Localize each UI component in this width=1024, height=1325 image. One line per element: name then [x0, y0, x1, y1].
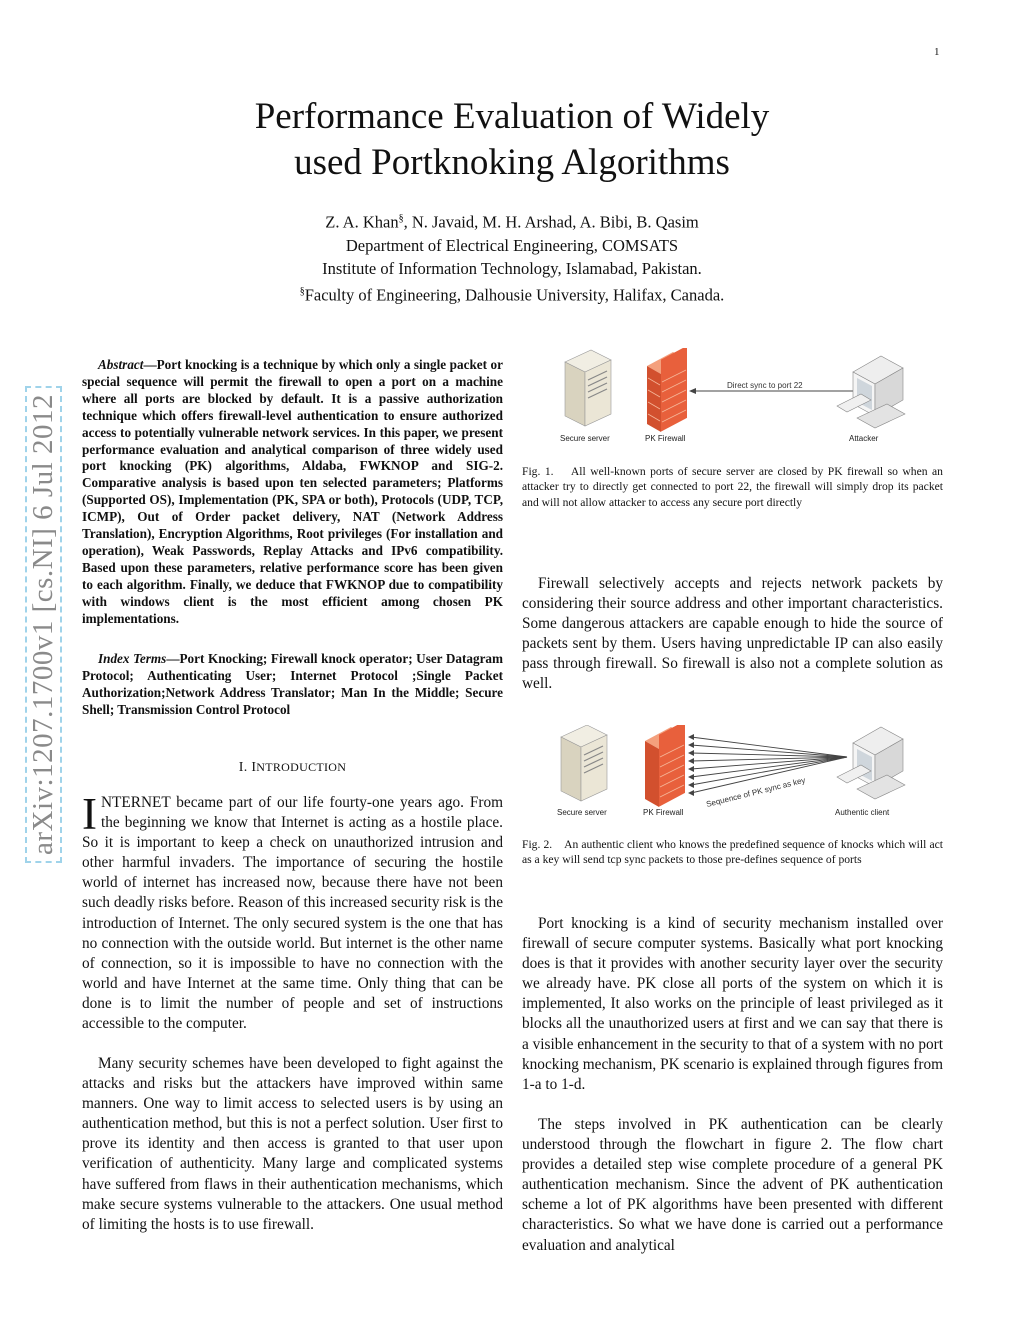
firewall-icon	[647, 348, 687, 432]
server-label: Secure server	[560, 434, 610, 443]
figure-2-diagram	[555, 725, 945, 825]
computer-icon	[837, 727, 905, 799]
author-names: Z. A. Khan§, N. Javaid, M. H. Arshad, A. Bibi, B. Qasim	[325, 212, 699, 232]
page-number: 1	[934, 46, 940, 58]
port-knocking-paragraph-1: Port knocking is a kind of security mechanism installed over firewall of secure computer systems. Basically what port knocking does is that it provides with another security layer over the security we already have. PK close all ports of the system on which it is implemented, It also works on the principle of least privileged as it blocks all the unauthorized users at first and we can say that there is a visible enhancement in the security to that of a system with no port knocking mechanism, PK scenario is explained through figures from 1-a to 1-d.	[522, 915, 943, 1093]
figure-2-caption: Fig. 2. An authentic client who knows the predefined sequence of knocks which will act as a key will send tcp sync packets to those pre-defines sequence of ports	[522, 838, 943, 867]
section-heading-introduction: I. INTRODUCTION	[238, 760, 347, 775]
computer-icon	[837, 356, 905, 428]
server-icon	[561, 725, 607, 801]
affiliation-2: Institute of Information Technology, Islamabad, Pakistan.	[322, 258, 702, 278]
title-line-2: used Portknoking Algorithms	[294, 142, 730, 183]
firewall-paragraph: Firewall selectively accepts and rejects network packets by considering their source address and other important characteristics. Some dangerous attackers are capable enough to hide the source of packets sent by them. Users having unpredictable IP can also easily pass through firewall. So firewall is also not a complete solution as well.	[522, 575, 943, 693]
title-line-1: Performance Evaluation of Widely	[254, 96, 770, 137]
arrow-label: Direct sync to port 22	[727, 381, 803, 390]
affiliation-1: Department of Electrical Engineering, COMSATS	[345, 235, 679, 255]
firewall-icon	[645, 725, 685, 807]
knock-arrowheads	[688, 734, 694, 796]
firewall-label: PK Firewall	[645, 434, 686, 443]
index-terms: Index Terms—Port Knocking; Firewall knock operator; User Datagram Protocol; Authenticating User; Internet Protocol ;Single Packet Authorization;Network Address Translator; Man In the Middle; Secure Shell; Transmission Control Protocol	[82, 651, 503, 717]
author-block	[150, 207, 874, 306]
paper-title	[150, 94, 874, 186]
affiliation-3: §Faculty of Engineering, Dalhousie University, Halifax, Canada.	[299, 285, 725, 304]
port-knocking-paragraph-2: The steps involved in PK authentication can be clearly understood through the flowchart in figure 2. The flow chart provides a detailed step wise complete procedure of a general PK authentication mechanism. Since the advent of PK authentication scheme a lot of PK algorithms have been presented with different characteristics. So what we have done is carried out a performance evaluation and analytical	[522, 1116, 943, 1254]
intro-paragraph-2: Many security schemes have been developed to fight against the attacks and risks but the attackers have improved within same manners. One way to limit access to selected users is by using an authentication method, but this is not a perfect solution. User first to prove its identity and then access is granted to that user upon verification of authenticity. Many large and complicated systems have suffered from flaws in their authentication mechanisms, which make secure systems vulnerable to the attackers. One usual method of limiting the hosts is to use firewall.	[82, 1055, 503, 1233]
arxiv-stamp: arXiv:1207.1700v1 [cs.NI] 6 Jul 2012	[22, 352, 64, 896]
client-label: Attacker	[849, 434, 879, 443]
server-icon	[565, 350, 611, 426]
figure-1-diagram	[555, 348, 945, 448]
figure-1-caption: Fig. 1. All well-known ports of secure server are closed by PK firewall so when an attacker try to directly get connected to port 22, the firewall will simply drop its packet and will not allow attacker to access any secure port directly	[522, 465, 943, 509]
client-label: Authentic client	[835, 808, 890, 817]
arrow-label: Sequence of PK sync as key	[705, 775, 807, 809]
server-label: Secure server	[557, 808, 607, 817]
abstract: Abstract—Port knocking is a technique by which only a single packet or special sequence will permit the firewall to open a port on a machine where all ports are blocked by default. It is a passive authorization technique which offers firewall-level authentication to ensure authorized access to potentially vulnerable network services. In this paper, we present performance evaluation and analytical comparison of three widely used port knocking (PK) algorithms, Aldaba, FWKNOP and SIG-2. Comparative analysis is based upon ten selected parameters; Platforms (Supported OS), Implementation (PK, SPA or both), Protocols (UDP, TCP, ICMP), Out of Order packet delivery, NAT (Network Address Translation), Encryption Algorithms, Root privileges (For installation and operation), Weak Passwords, Replay Attacks and IPv6 compatibility. Based upon these parameters, relative performance score has been given to each algorithm. Finally, we deduce that FWKNOP due to compatibility with windows client is the most efficient among chosen PK implementations.	[82, 357, 503, 626]
drop-cap: I	[82, 789, 97, 839]
intro-paragraph-1: INTERNET became part of our life fourty-one years ago. From the beginning we know that Internet is acting as a hostile place. So it is important to keep a check on unauthorized intrusion and other harmful invaders. The importance of securing the hostile world of internet has increased now, because there have not been such deadly risks before. Reason of this increased security risk is the introduction of Internet. The only secured system is the one that has no connection with the outside world. But internet is the other name of connection, so it is impossible to have no connection with the world and have Internet at the same time. Only thing that can be done is to limit the number of people and set of instructions accessible to the computer.	[82, 789, 503, 1033]
firewall-label: PK Firewall	[643, 808, 684, 817]
